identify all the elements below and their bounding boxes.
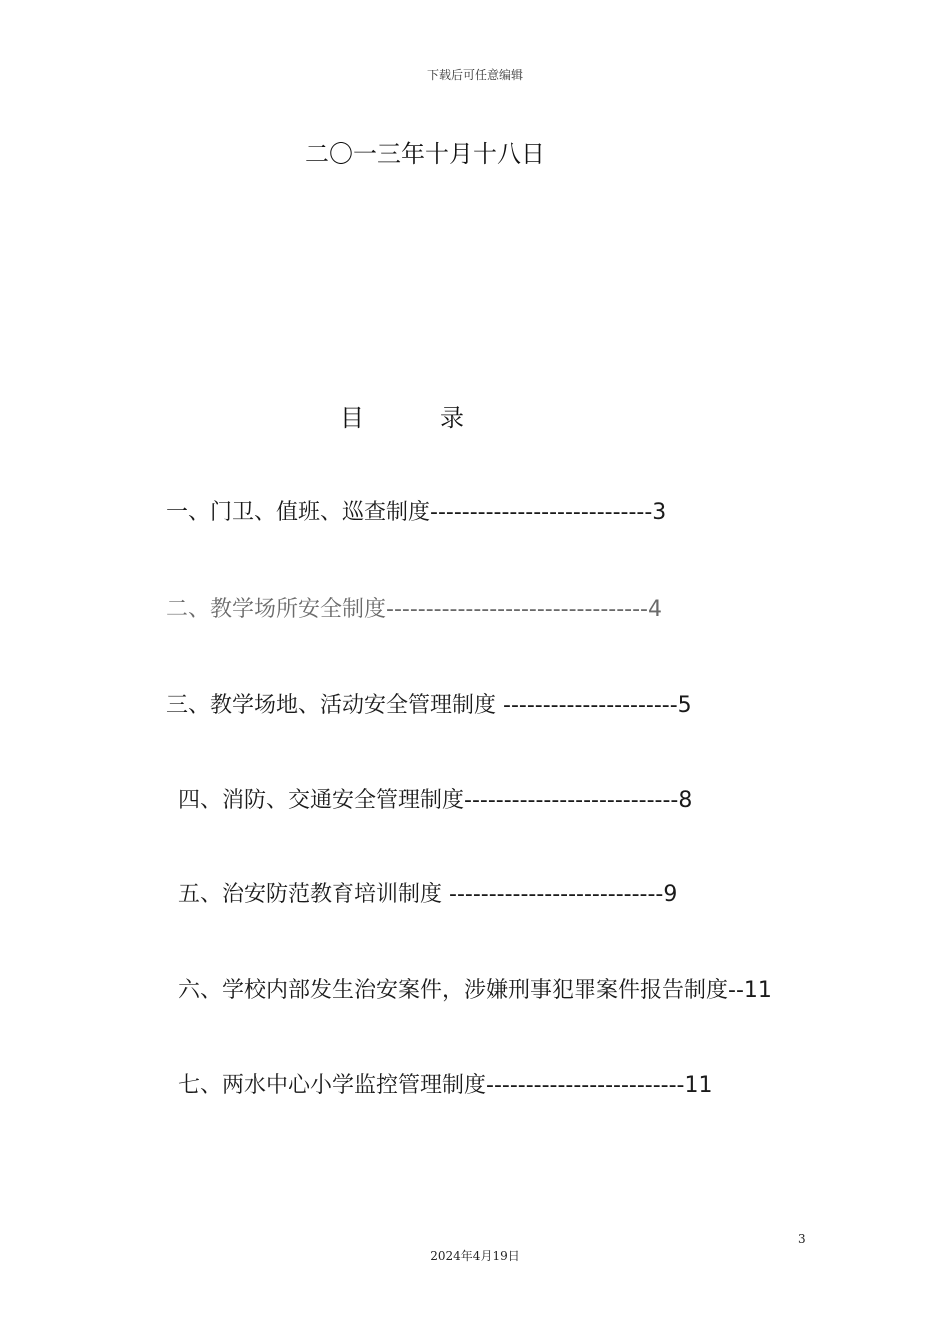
- toc-title-left: 目: [340, 404, 364, 432]
- toc-entry[interactable]: [178, 783, 692, 814]
- toc-entry-leader: ----------------------: [503, 693, 678, 718]
- toc-title-right: 录: [440, 404, 464, 432]
- toc-entry-label: 二、教学场所安全制度: [166, 597, 387, 622]
- toc-entry-page: 5: [677, 693, 692, 718]
- toc-entry-leader: -------------------------: [486, 1073, 685, 1098]
- toc-entry-page: 4: [648, 597, 662, 622]
- toc-entry-page: 11: [684, 1073, 713, 1098]
- toc-entry-label: 三、教学场地、活动安全管理制度: [166, 693, 503, 718]
- toc-entry-leader: ----------------------------: [430, 500, 653, 525]
- toc-entry-label: 一、门卫、值班、巡查制度: [166, 500, 431, 525]
- toc-entry-leader: ---------------------------------: [386, 597, 648, 622]
- toc-entry-page: 9: [663, 882, 678, 907]
- toc-entry-leader: ---------------------------: [449, 882, 664, 907]
- header-note: 下载后可任意编辑: [426, 68, 523, 82]
- toc-entry-page: 8: [678, 788, 693, 813]
- toc-entry-page: 11: [743, 978, 772, 1003]
- toc-entry-label: 七、两水中心小学监控管理制度: [178, 1073, 487, 1098]
- toc-title: [340, 398, 464, 433]
- toc-entry[interactable]: [178, 877, 677, 908]
- toc-entry[interactable]: [178, 1068, 712, 1099]
- toc-entry[interactable]: [166, 688, 692, 719]
- page-number: 3: [798, 1232, 806, 1246]
- toc-entry[interactable]: [166, 592, 662, 623]
- toc-entry-label: 五、治安防范教育培训制度: [178, 882, 449, 907]
- toc-entry[interactable]: [178, 973, 772, 1004]
- toc-entry-leader: ---------------------------: [464, 788, 679, 813]
- cover-date: 二〇一三年十月十八日: [305, 140, 545, 168]
- footer-date: 2024年4月19日: [430, 1249, 520, 1263]
- toc-entry-page: 3: [652, 500, 667, 525]
- toc-entry-leader: --: [728, 978, 744, 1003]
- toc-entry[interactable]: [166, 495, 666, 526]
- toc-entry-label: 六、学校内部发生治安案件，涉嫌刑事犯罪案件报告制度: [178, 978, 729, 1003]
- toc-entry-label: 四、消防、交通安全管理制度: [178, 788, 465, 813]
